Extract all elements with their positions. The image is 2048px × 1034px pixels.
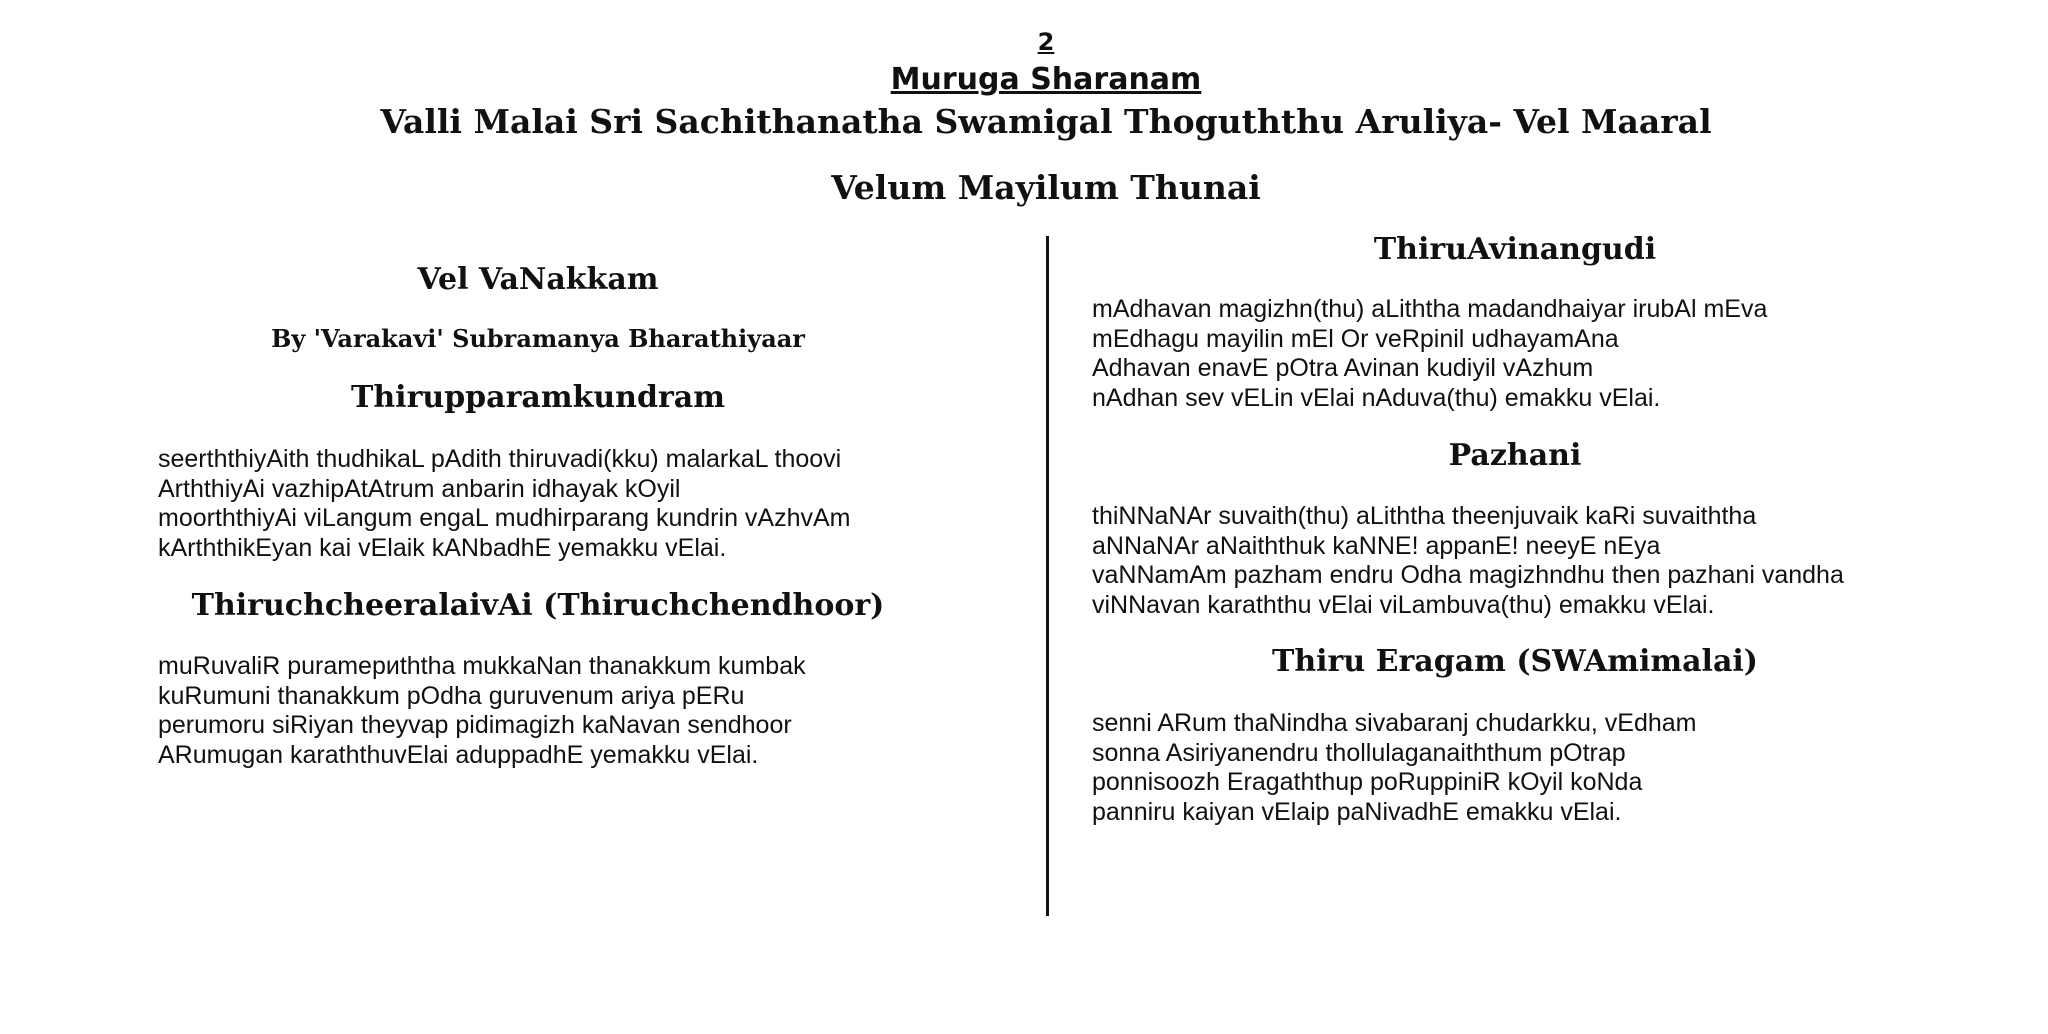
verse-line: ArththiyAi vazhipAtAtrum anbarin idhayak kOyil <box>158 474 681 503</box>
invocation-line: Velum Mayilum Thunai <box>831 168 1261 207</box>
verse-line: ARumugan karaththuvElai aduppadhE yemakku vElai. <box>158 740 759 769</box>
section-heading-thirupparamkundram: Thirupparamkundram <box>351 380 725 415</box>
author-line: By 'Varakavi' Subramanya Bharathiyaar <box>271 324 805 353</box>
column-divider <box>1046 236 1049 916</box>
verse-line: ponnisoozh Eragaththup poRuppiniR kOyil koNda <box>1092 768 1643 796</box>
verse-line: sonna Asiriyanendru thollulaganaiththum pOtrap <box>1092 738 1626 767</box>
verse-thirupparamkundram <box>158 445 851 563</box>
section-heading-thiruavinangudi: ThiruAvinangudi <box>1373 232 1657 267</box>
section-heading-thiru-eragam: Thiru Eragam (SWAmimalai) <box>1272 644 1758 679</box>
page-subtitle: Valli Malai Sri Sachithanatha Swamigal Thoguththu Aruliya- Vel Maaral <box>380 102 1712 141</box>
page-number: 2 <box>1037 28 1055 56</box>
verse-thiruchcheeralaivai <box>158 652 806 770</box>
verse-line: vaNNamAm pazham endru Odha magizhndhu then pazhani vandha <box>1092 561 1844 589</box>
verse-thiru-eragam <box>1092 709 1697 827</box>
verse-line: mEdhagu mayilin mEl Or veRpinil udhayamAna <box>1092 324 1619 353</box>
verse-line: nAdhan sev vELin vElai nAduva(thu) emakku vElai. <box>1092 383 1661 412</box>
verse-pazhani <box>1092 502 1844 620</box>
verse-line: Adhavan enavE pOtra Avinan kudiyil vAzhum <box>1092 354 1594 382</box>
verse-line: panniru kaiyan vElaip paNivadhE emakku vElai. <box>1092 797 1622 826</box>
verse-line: muRuvaliR puramериththa mukkaNan thanakkum kumbak <box>158 652 806 680</box>
verse-line: aNNaNAr aNaiththuk kaNNE! appanE! neeyE nEya <box>1092 531 1661 560</box>
verse-line: senni ARum thaNindha sivabaranj chudarkku, vEdham <box>1092 709 1697 737</box>
verse-line: kArththikEyan kai vElaik kANbadhE yemakku vElai. <box>158 533 727 562</box>
verse-line: kuRumuni thanakkum pOdha guruvenum ariya pERu <box>158 681 745 710</box>
section-heading-thiruchcheeralaivai: ThiruchcheeralaivAi (Thiruchchendhoor) <box>191 588 885 623</box>
verse-line: thiNNaNAr suvaith(thu) aLiththa theenjuvaik kaRi suvaiththa <box>1092 502 1757 530</box>
verse-line: perumoru siRiyan theyvap pidimagizh kaNavan sendhoor <box>158 711 792 739</box>
page-title: Muruga Sharanam <box>890 62 1202 97</box>
verse-line: viNNavan karaththu vElai viLambuva(thu) emakku vElai. <box>1092 590 1715 619</box>
left-title: Vel VaNakkam <box>417 262 659 297</box>
verse-line: mAdhavan magizhn(thu) aLiththa madandhaiyar irubAl mEva <box>1092 295 1768 323</box>
section-heading-pazhani: Pazhani <box>1448 438 1582 473</box>
verse-line: moorththiyAi viLangum engaL mudhirparang kundrin vAzhvAm <box>158 504 851 532</box>
verse-thiruavinangudi <box>1092 295 1767 413</box>
verse-line: seerththiyAith thudhikaL pAdith thiruvadi(kku) malarkaL thoovi <box>158 445 842 473</box>
